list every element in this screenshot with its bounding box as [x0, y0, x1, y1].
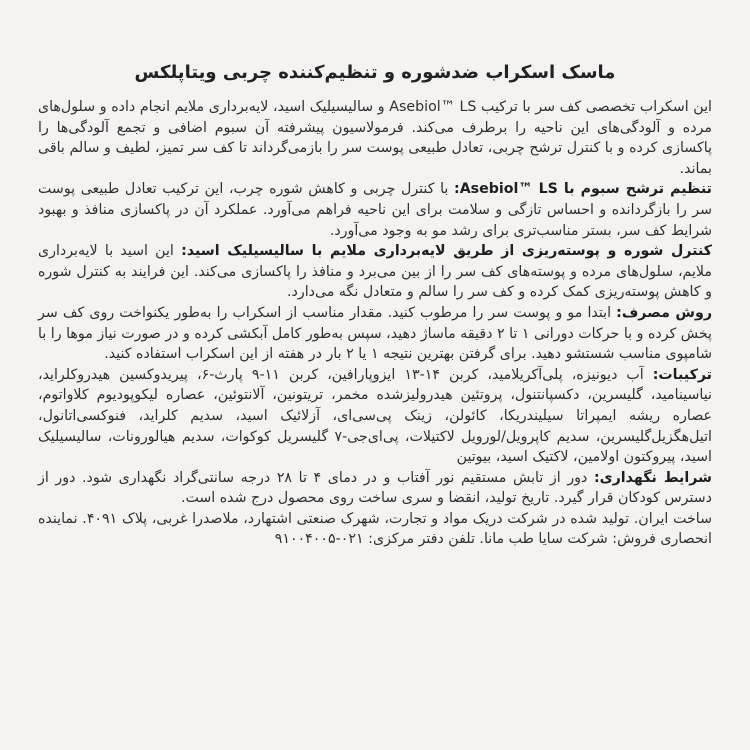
sebum-section-label: تنظیم ترشح سبوم با Asebiol™ LS:	[454, 181, 712, 198]
intro-paragraph: این اسکراب تخصصی کف سر با ترکیب Asebiol™ LS و سالیسیلیک اسید، لایه‌برداری ملایم انجام داده و سلول‌های مرده و آلودگی‌های این ناحیه را برطرف می‌کند. فرمولاسیون پیشرفته آن سبوم اضافی و تجمع آلودگی‌ها را پاکسازی کرده و با کنترل ترشح چربی، تعادل طبیعی پوست سر را بازمی‌گرداند تا کف سر تمیز، لطیف و سالم باقی بماند.	[38, 99, 712, 177]
sebum-section-text: با کنترل چربی و کاهش شوره چرب، این ترکیب تعادل طبیعی پوست سر را بازگردانده و احساس تازگی و سلامت برای این ناحیه فراهم می‌آورد. عملکرد آن در پاکسازی منافذ و بهبود شرایط کف سر، بستر مناسب‌تری برای رشد مو به وجود می‌آورد.	[38, 181, 712, 239]
usage-section-text: ابتدا مو و پوست سر را مرطوب کنید. مقدار مناسب از اسکراب را به‌طور یکنواخت روی کف سر پخش کرده و با حرکات دورانی ۱ تا ۲ دقیقه ماساژ دهید، سپس به‌طور کامل آبکشی کرده و در صورت نیاز موها را با شامپوی مناسب شستشو دهید. برای گرفتن بهترین نتیجه ۱ یا ۲ بار در هفته از این اسکراب استفاده کنید.	[38, 304, 712, 363]
label-body	[38, 97, 712, 550]
dandruff-section-label: کنترل شوره و پوسته‌ریزی از طریق لایه‌برداری ملایم با سالیسیلیک اسید:	[181, 243, 712, 260]
manufacturer-info: ساخت ایران. تولید شده در شرکت دریک مواد و تجارت، شهرک صنعتی اشتهارد، ملاصدرا غربی، پلاک ۴۰۹۱. نماینده انحصاری فروش: شرکت سایا طب مانا. تلفن دفتر مرکزی: ۰۲۱-۹۱۰۰۴۰۰۵	[38, 510, 712, 548]
usage-section-label: روش مصرف:	[616, 304, 712, 321]
sebum-section	[38, 179, 712, 241]
product-title: ماسک اسکراب ضدشوره و تنظیم‌کننده چربی ویتاپلکس	[134, 62, 616, 83]
ingredients-section-text: آب دیونیزه، پلی‌آکریلامید، کربن ۱۴-۱۳ ایزوپارافین، کربن ۱۱-۹ پارث-۶، پیریدوکسین هیدروکلراید، نیاسینامید، گلیسرین، دکسپانتنول، پروتئین هیدرولیزشده مخمر، تریتونین، آلانتوئین، عصاره لیکوپودیوم کلاواتوم، عصاره ریشه ایمپراتا سیلیندریکا، کائولن، زینک پی‌سی‌ای، آزلائیک اسید، سدیم کلراید، فنوکسی‌اتانول، اتیل‌هگزیل‌گلیسرین، سدیم کاپرویل/لورویل لاکتیلات، پی‌ای‌جی-۷ گلیسریل کوکوات، سدیم هیالورونات، سالیسیلیک اسید، پیروکتون اولامین، لاکتیک اسید، بیوتین	[38, 366, 712, 466]
storage-section-text: دور از تابش مستقیم نور آفتاب و در دمای ۴ تا ۲۸ درجه سانتی‌گراد نگهداری شود. دور از دسترس کودکان قرار گیرد. تاریخ تولید، انقضا و سری ساخت روی محصول درج شده است.	[38, 469, 712, 507]
ingredients-section	[38, 365, 712, 468]
storage-section-label: شرایط نگهداری:	[593, 469, 712, 486]
ingredients-section-label: ترکیبات:	[652, 366, 712, 383]
usage-section	[38, 303, 712, 365]
storage-section	[38, 468, 712, 509]
dandruff-section-text: این اسید با لایه‌برداری ملایم، سلول‌های مرده و پوسته‌های کف سر را از بین می‌برد و منافذ را پاکسازی می‌کند. این فرایند به کنترل شوره و کاهش پوسته‌ریزی کمک کرده و کف سر را سالم و متعادل نگه می‌دارد.	[38, 243, 712, 301]
dandruff-section	[38, 241, 712, 303]
